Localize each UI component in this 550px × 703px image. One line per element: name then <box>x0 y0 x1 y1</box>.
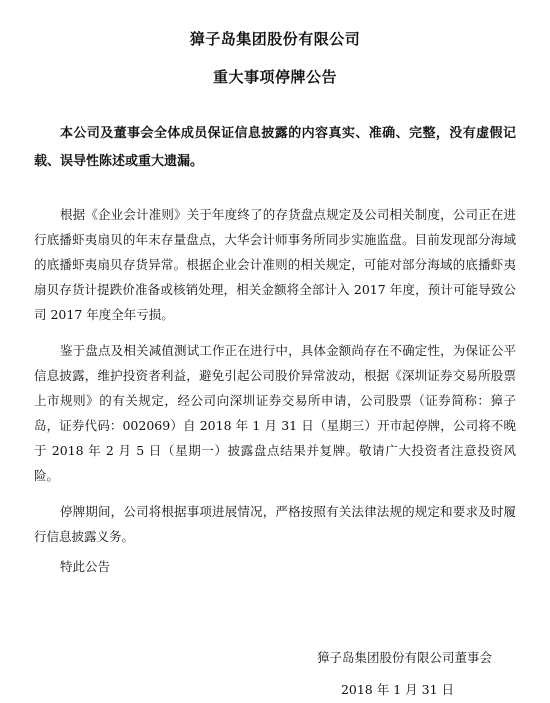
paragraph-disclosure-duty: 停牌期间，公司将根据事项进展情况，严格按照有关法律法规的规定和要求及时履行信息披露义务。 <box>34 504 516 544</box>
company-name: 獐子岛集团股份有限公司 <box>189 30 361 48</box>
announcement-title: 重大事项停牌公告 <box>212 68 337 86</box>
paragraph-trading-suspension: 鉴于盘点及相关减值测试工作正在进行中，具体金额尚存在不确定性，为保证公平信息披露，维护投资者利益，避免引起公司股价异常波动，根据《深圳证券交易所股票上市规则》的有关规定，经公司向深圳证券交易所申请，公司股票（证券简称：獐子岛，证券代码：002069）自 2018 年 1 月 31 日（星期三）开市起停牌，公司将不晚于 2018 年 2 月 5 日（星期一）披露盘点结果并复牌。敬请广大投资者注意投资风险。 <box>34 343 516 483</box>
announcement-body <box>34 202 516 549</box>
signature-board: 獐子岛集团股份有限公司董事会 <box>316 650 492 665</box>
paragraph-inventory-check: 根据《企业会计准则》关于年度终了的存货盘点规定及公司相关制度，公司正在进行底播虾夷扇贝的年末存量盘点，大华会计师事务所同步实施监盘。目前发现部分海域的底播虾夷扇贝存货异常。根据企业会计准则的相关规定，可能对部分海域的底播虾夷扇贝存货计提跌价准备或核销处理，相关金额将全部计入 2017 年度，预计可能导致公司 2017 年度全年亏损。 <box>34 207 516 322</box>
board-guarantee-statement: 本公司及董事会全体成员保证信息披露的内容真实、准确、完整，没有虚假记载、误导性陈述或重大遗漏。 <box>34 126 516 169</box>
closing-remark: 特此公告 <box>60 559 111 574</box>
announcement-date: 2018 年 1 月 31 日 <box>340 682 454 697</box>
